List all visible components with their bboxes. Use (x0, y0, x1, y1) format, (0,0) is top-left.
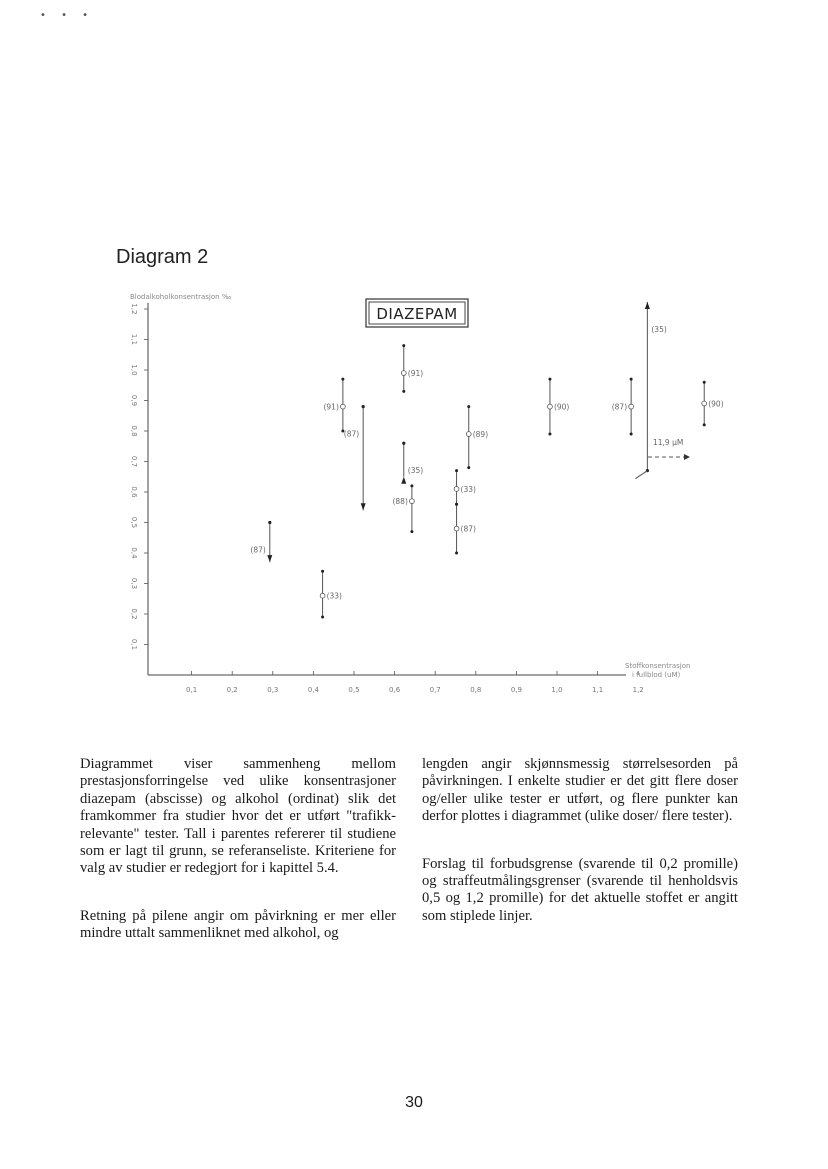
study-end-dot (402, 390, 405, 393)
study-end-dot (402, 344, 405, 347)
study-arrow-head (645, 302, 650, 309)
y-tick-label: 1,2 (130, 303, 138, 315)
study-end-dot (548, 378, 551, 381)
y-tick-label: 0,5 (130, 516, 138, 529)
study-marker (454, 469, 476, 506)
study-point-marker (466, 432, 471, 437)
study-marker (344, 405, 366, 510)
y-tick-label: 1,1 (130, 333, 138, 346)
study-start-dot (362, 405, 365, 408)
study-reference-label: (90) (708, 399, 724, 409)
study-reference-label: (35) (651, 325, 667, 334)
diagram-heading: Diagram 2 (116, 246, 209, 268)
study-end-dot (455, 552, 458, 555)
study-end-dot (467, 466, 470, 469)
x-tick-label: 0,1 (186, 686, 198, 694)
x-axis-title (625, 662, 690, 679)
study-reference-label: (88) (392, 497, 408, 507)
study-end-dot (410, 484, 413, 487)
off-scale-dashed-arrow (648, 454, 690, 460)
y-tick-label: 0,7 (130, 455, 138, 468)
paragraph-limit-proposal: Forslag til forbudsgrense (svarende til 0,2 promille) og straffeutmålingsgrenser (svarende til henholdsvis 0,5 og 1,2 promille) for det aktuelle stoffet er angitt som stiplede linjer. (422, 855, 738, 924)
study-end-dot (630, 433, 633, 436)
study-reference-label: (87) (460, 524, 476, 534)
study-reference-label: (89) (472, 430, 489, 440)
study-reference-label: (91) (407, 369, 424, 379)
study-reference-label: (35) (407, 466, 424, 476)
x-tick-label: 0,5 (348, 686, 360, 694)
study-end-dot (703, 423, 706, 426)
y-tick-label: 0,6 (130, 486, 138, 498)
study-arrow-head (267, 555, 272, 562)
x-tick-label: 0,6 (389, 686, 401, 694)
body-text-left-column (80, 756, 396, 973)
scan-speckles: • • • (40, 10, 95, 21)
study-reference-label: (33) (460, 484, 476, 494)
study-end-dot (703, 381, 706, 384)
study-marker (323, 378, 345, 433)
study-marker (702, 381, 724, 427)
study-reference-label: (90) (553, 402, 570, 412)
x-tick-label: 0,9 (510, 686, 522, 694)
x-tick-label: 1,2 (632, 686, 644, 694)
off-scale-label: 11,9 µM (653, 438, 684, 447)
study-reference-label: (87) (611, 402, 628, 412)
chart-title-badge (366, 299, 468, 327)
paragraph-arrow-length: lengden angir skjønnsmessig størrelsesorden på påvirkningen. I enkelte studier er det gitt flere doser og/eller ulike tester er utført, og flere punkter kan derfor plottes i diagrammet (ulike doser/ flere tester). (422, 756, 738, 825)
study-point-marker (454, 526, 459, 531)
y-axis-title: Blodalkoholkonsentrasjon ‰ (130, 293, 232, 301)
study-point-marker (629, 404, 634, 409)
x-tick-label: 1,0 (551, 686, 563, 694)
x-tick-label: 1,1 (592, 686, 604, 694)
study-marker (250, 521, 272, 562)
y-tick-label: 1,0 (130, 364, 138, 376)
study-end-dot (548, 433, 551, 436)
study-reference-label: (87) (250, 545, 266, 555)
paragraph-diagram-description: Diagrammet viser sammenheng mellom prestasjonsforringelse ved ulike konsentrasjoner diazepam (abscisse) og alkohol (ordinat) slik det framkommer fra studier hvor det er utført "trafikk-relevante" tester. Tall i parentes refererer til studiene som er lagt til grunn, se referanseliste. Kriteriene for valg av studier er redegjort for i kapittel 5.4. (80, 756, 396, 877)
y-tick-label: 0,3 (130, 577, 138, 590)
x-tick-label: 0,7 (429, 686, 441, 694)
study-marker (392, 484, 414, 533)
study-end-dot (341, 378, 344, 381)
study-marker (320, 570, 342, 619)
study-point-marker (454, 487, 459, 492)
x-tick-label: 0,2 (226, 686, 238, 694)
study-marker (466, 405, 488, 469)
study-reference-label: (33) (326, 591, 342, 601)
study-marker (454, 503, 476, 555)
study-arrow-head (401, 477, 406, 484)
study-start-dot (268, 521, 271, 524)
study-end-dot (455, 503, 458, 506)
x-axis-title-line-2: i fullblod (uM) (632, 671, 681, 679)
x-tick-label: 0,8 (470, 686, 482, 694)
study-point-marker (340, 404, 345, 409)
page-number: 30 (405, 1094, 423, 1111)
diazepam-chart (0, 280, 828, 710)
paragraph-arrow-direction: Retning på pilene angir om påvirkning er mer eller mindre uttalt sammenliknet med alkohol, og (80, 907, 396, 942)
study-end-dot (321, 616, 324, 619)
study-arrow-head (361, 503, 366, 510)
x-axis-title-line-1: Stoffkonsentrasjon (625, 662, 691, 670)
study-start-dot (402, 442, 405, 445)
study-point-marker (548, 404, 553, 409)
study-point-marker (702, 401, 707, 406)
study-end-dot (410, 530, 413, 533)
study-marker (548, 378, 570, 436)
chart-axes (130, 303, 644, 694)
study-marker (612, 378, 634, 436)
study-reference-label: (91) (323, 402, 339, 412)
study-marker (401, 344, 423, 393)
y-tick-label: 0,1 (130, 638, 138, 651)
study-marker (401, 442, 423, 484)
chart-studies (250, 302, 723, 619)
study-connector-line (635, 471, 647, 479)
study-point-marker (320, 593, 325, 598)
study-point-marker (401, 371, 406, 376)
study-end-dot (455, 469, 458, 472)
x-tick-label: 0,3 (267, 686, 279, 694)
study-end-dot (630, 378, 633, 381)
study-end-dot (467, 405, 470, 408)
y-tick-label: 0,2 (130, 608, 138, 620)
study-point-marker (410, 499, 415, 504)
chart-title: DIAZEPAM (376, 305, 458, 323)
study-end-dot (321, 570, 324, 573)
y-tick-label: 0,9 (130, 394, 138, 407)
body-text-right-column (422, 756, 738, 955)
y-tick-label: 0,4 (130, 547, 138, 559)
y-tick-label: 0,8 (130, 425, 138, 437)
study-reference-label: (87) (343, 429, 360, 439)
x-tick-label: 0,4 (307, 686, 319, 694)
